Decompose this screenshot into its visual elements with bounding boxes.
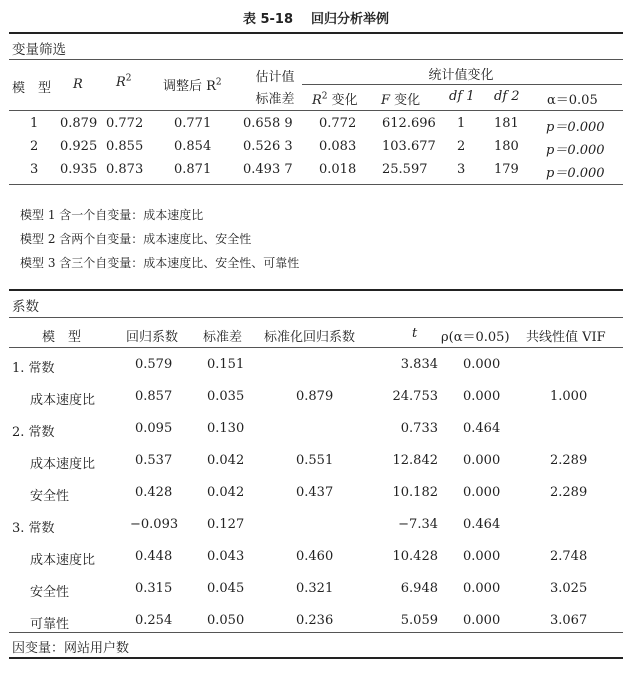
coef-se: 0.042	[207, 453, 245, 468]
table-bottom-rule	[9, 657, 623, 659]
coef-vif: 2.748	[550, 549, 588, 564]
coef-header-rule	[9, 347, 623, 348]
coef-header-se: 标准差	[203, 330, 243, 345]
coef-p: 0.000	[463, 613, 501, 628]
coef-t: −7.34	[398, 517, 438, 532]
coef-se: 0.130	[207, 421, 245, 436]
header-r2: $R^2$	[116, 73, 132, 90]
coef-p: 0.000	[463, 581, 501, 596]
cell-r2c: 0.083	[319, 139, 357, 154]
coef-b: 0.857	[135, 389, 173, 404]
cell-df1: 2	[457, 139, 466, 154]
cell-model: 3	[30, 162, 39, 177]
cell-df1: 1	[457, 116, 466, 131]
header-stat-change: 统计值变化	[428, 68, 494, 83]
coef-vif: 2.289	[550, 485, 588, 500]
coef-b: 0.254	[135, 613, 173, 628]
coef-t: 5.059	[400, 613, 438, 628]
coef-t: 12.842	[392, 453, 438, 468]
cell-r2: 0.873	[106, 162, 144, 177]
cell-r: 0.935	[60, 162, 98, 177]
table-caption: 回归分析举例	[311, 12, 390, 27]
coef-section-label: 系数	[12, 299, 39, 315]
coef-b: 0.095	[135, 421, 173, 436]
coef-se: 0.151	[207, 357, 245, 372]
cell-fc: 25.597	[382, 162, 428, 177]
coef-header-b: 回归系数	[126, 330, 179, 345]
coef-label: 成本速度比	[30, 457, 96, 472]
coef-t: 0.733	[400, 421, 438, 436]
header-model: 模 型	[12, 81, 52, 96]
coef-b: 0.428	[135, 485, 173, 500]
coef-header-t: t	[412, 326, 418, 341]
header-adj-r2: 调整后 $R^2$	[163, 77, 222, 94]
coef-label: 成本速度比	[30, 393, 96, 408]
coef-p: 0.464	[463, 517, 501, 532]
top-rule	[9, 32, 623, 34]
header-alpha: α＝0.05	[547, 93, 598, 108]
coef-p: 0.000	[463, 389, 501, 404]
coef-se: 0.127	[207, 517, 245, 532]
model-note-2: 模型 2 含两个自变量：成本速度比、安全性	[20, 232, 252, 246]
coef-p: 0.000	[463, 453, 501, 468]
coef-label: 成本速度比	[30, 553, 96, 568]
coef-t: 10.182	[392, 485, 438, 500]
coef-label: 2. 常数	[12, 425, 55, 440]
coef-beta: 0.236	[296, 613, 334, 628]
coef-header-model: 模 型	[42, 330, 82, 345]
stat-change-underline	[302, 84, 622, 85]
cell-fc: 103.677	[382, 139, 436, 154]
coef-b: 0.448	[135, 549, 173, 564]
dependent-variable-note: 因变量：网站用户数	[12, 641, 130, 656]
coef-t: 3.834	[400, 357, 438, 372]
header-se-line2: 标准差	[255, 92, 295, 107]
coef-header-vif: 共线性值 VIF	[526, 330, 606, 345]
cell-r: 0.925	[60, 139, 98, 154]
summary-section-label: 变量筛选	[12, 42, 66, 58]
coef-t: 10.428	[392, 549, 438, 564]
model-note-1: 模型 1 含一个自变量：成本速度比	[20, 208, 204, 222]
coef-beta: 0.321	[296, 581, 334, 596]
coef-se: 0.043	[207, 549, 245, 564]
coef-vif: 2.289	[550, 453, 588, 468]
cell-adj: 0.771	[174, 116, 212, 131]
summary-bottom-rule	[9, 184, 623, 185]
header-f-change: F 变化	[381, 93, 421, 108]
model-note-3: 模型 3 含三个自变量：成本速度比、安全性、可靠性	[20, 256, 300, 270]
coef-se: 0.045	[207, 581, 245, 596]
cell-df2: 179	[494, 162, 519, 177]
coef-p: 0.000	[463, 485, 501, 500]
coef-p: 0.464	[463, 421, 501, 436]
coef-p: 0.000	[463, 357, 501, 372]
header-df2: df 2	[494, 89, 520, 104]
cell-model: 2	[30, 139, 39, 154]
coef-beta: 0.879	[296, 389, 334, 404]
coef-vif: 1.000	[550, 389, 588, 404]
cell-model: 1	[30, 116, 39, 131]
table-number: 表 5-18	[242, 12, 294, 27]
cell-se: 0.526 3	[243, 139, 293, 154]
coef-t: 6.948	[400, 581, 438, 596]
cell-p: p＝0.000	[546, 120, 605, 135]
cell-fc: 612.696	[382, 116, 436, 131]
header-se-line1: 估计值	[255, 70, 295, 85]
cell-p: p＝0.000	[546, 143, 605, 158]
coef-b: −0.093	[130, 517, 179, 532]
coef-label: 3. 常数	[12, 521, 55, 536]
coef-header-beta: 标准化回归系数	[264, 330, 356, 345]
cell-adj: 0.871	[174, 162, 212, 177]
header-r: R	[73, 77, 83, 92]
coef-vif: 3.067	[550, 613, 588, 628]
coef-label: 安全性	[30, 489, 70, 504]
coef-se: 0.035	[207, 389, 245, 404]
cell-r2: 0.772	[106, 116, 144, 131]
summary-section-rule	[9, 59, 623, 60]
coef-b: 0.579	[135, 357, 173, 372]
coef-label: 安全性	[30, 585, 70, 600]
cell-r2c: 0.772	[319, 116, 357, 131]
coef-beta: 0.437	[296, 485, 334, 500]
coef-header-p: ρ(α＝0.05)	[441, 330, 510, 345]
coef-se: 0.050	[207, 613, 245, 628]
coef-label: 1. 常数	[12, 361, 55, 376]
header-r2-change: $R^2$ 变化	[312, 91, 358, 108]
coef-b: 0.315	[135, 581, 173, 596]
cell-se: 0.493 7	[243, 162, 293, 177]
coef-label: 可靠性	[30, 617, 70, 632]
coef-t: 24.753	[392, 389, 438, 404]
cell-p: p＝0.000	[546, 166, 605, 181]
cell-se: 0.658 9	[243, 116, 293, 131]
coef-se: 0.042	[207, 485, 245, 500]
coef-top-rule	[9, 289, 623, 291]
cell-df1: 3	[457, 162, 466, 177]
header-df1: df 1	[449, 89, 475, 104]
cell-r: 0.879	[60, 116, 98, 131]
coef-beta: 0.551	[296, 453, 334, 468]
coef-vif: 3.025	[550, 581, 588, 596]
coef-section-rule	[9, 317, 623, 318]
table-title	[0, 8, 632, 27]
cell-r2: 0.855	[106, 139, 144, 154]
cell-adj: 0.854	[174, 139, 212, 154]
cell-df2: 181	[494, 116, 519, 131]
coef-beta: 0.460	[296, 549, 334, 564]
coef-b: 0.537	[135, 453, 173, 468]
cell-df2: 180	[494, 139, 519, 154]
coef-bottom-rule	[9, 632, 623, 633]
summary-header-rule	[9, 110, 623, 111]
cell-r2c: 0.018	[319, 162, 357, 177]
coef-p: 0.000	[463, 549, 501, 564]
